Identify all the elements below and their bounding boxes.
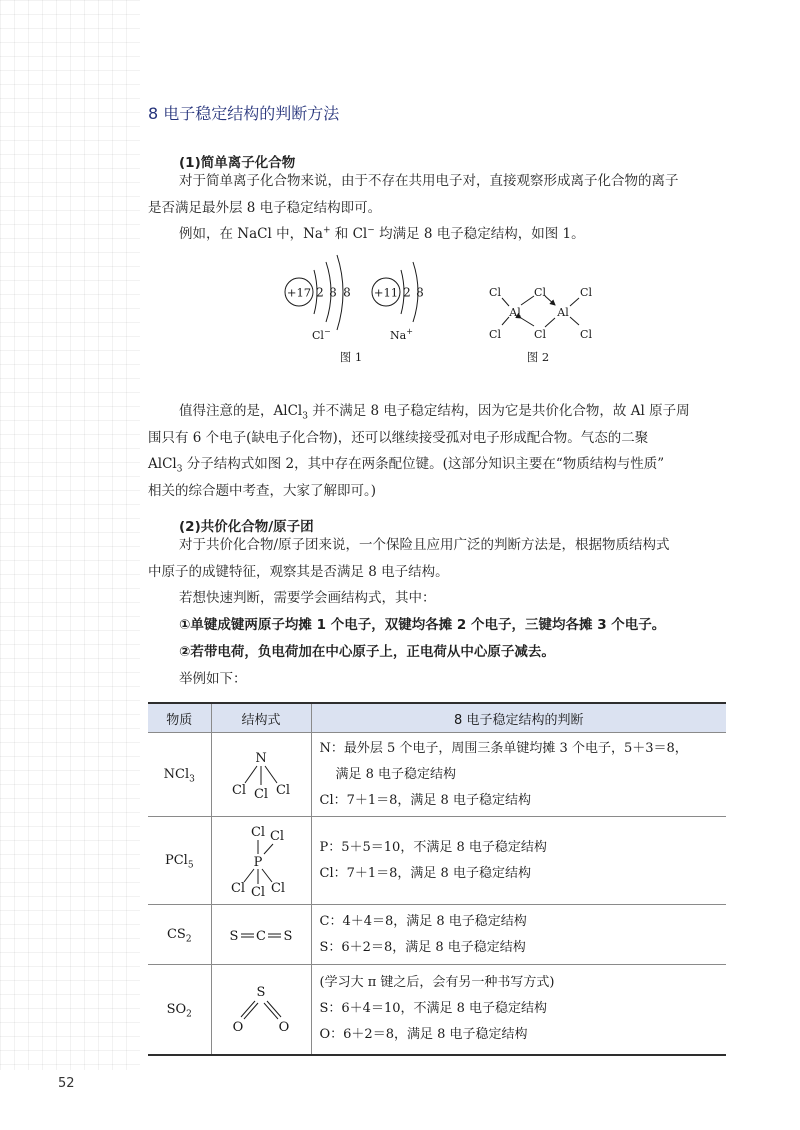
text-segment: 分子结构式如图 2，其中存在两条配位键。(这部分知识主要在“物质结构与性质” [182, 456, 665, 473]
ion-symbol: Cl [312, 329, 324, 342]
section-1-heading: (1)简单离子化合物 [179, 155, 296, 171]
so2-structure [226, 983, 296, 1035]
atom-n: N [255, 750, 267, 766]
table-row [148, 905, 726, 965]
text-line: 中原子的成键特征，观察其是否满足 8 电子结构。 [148, 563, 449, 580]
figures-1-2 [270, 252, 620, 367]
structure-cell [211, 905, 311, 965]
text-line: 对于共价化合物/原子团来说，一个保险且应用广泛的判断方法是，根据物质结构式 [179, 537, 670, 553]
octet-judgement-table [148, 702, 726, 1056]
judgement-line: C：4＋4＝8，满足 8 电子稳定结构 [319, 913, 527, 929]
al2cl6-cl-terminal: Cl [489, 286, 501, 299]
formula-sub: 2 [186, 1009, 192, 1020]
judgement-line: Cl：7＋1＝8，满足 8 电子稳定结构 [319, 865, 531, 881]
page-margin-grid [0, 0, 140, 1070]
figure-1-caption: 图 1 [339, 350, 363, 364]
section-2-paragraphs [148, 532, 728, 692]
atom-cl: Cl [250, 884, 266, 900]
text-line: 举例如下： [179, 670, 247, 687]
structure-cell [211, 733, 311, 817]
text-line: 相关的综合题中考查，大家了解即可。) [148, 483, 377, 500]
structure-cell [211, 817, 311, 905]
figure-1-na-ion [372, 262, 424, 342]
formula-base: PCl [164, 853, 188, 868]
judgement-line: N：最外层 5 个电子，周围三条单键均摊 3 个电子，5＋3＝8， [319, 740, 688, 756]
page-title: 8 电子稳定结构的判断方法 [148, 104, 340, 123]
na-nucleus-charge: +11 [373, 285, 399, 300]
section-2-heading: (2)共价化合物/原子团 [179, 519, 314, 535]
judgement-cell [311, 905, 726, 965]
formula-base: SO [166, 1001, 187, 1017]
atom-cl: Cl [269, 828, 285, 844]
rule-1: ①单键成键两原子均摊 1 个电子，双键均各摊 2 个电子，三键均各摊 3 个电子。 [179, 617, 666, 634]
text-line: 若想快速判断，需要学会画结构式，其中： [179, 590, 436, 607]
al2cl6-al: Al [557, 306, 569, 319]
substance-cell [148, 733, 211, 817]
header-judgement: 8 电子稳定结构的判断 [311, 703, 726, 733]
section-1-paragraph-1 [148, 168, 728, 221]
table-header-row [148, 703, 726, 733]
judgement-cell [311, 733, 726, 817]
cl-ion-label [312, 327, 331, 342]
atom-p: P [253, 854, 263, 870]
judgement-cell [311, 965, 726, 1055]
paragraph-alcl3 [148, 398, 728, 505]
ion-charge: − [323, 327, 331, 336]
formula-sub: 2 [185, 934, 192, 945]
na-ion-label [390, 327, 413, 342]
table-row [148, 965, 726, 1055]
al2cl6-cl-terminal: Cl [580, 286, 592, 299]
atom-cl: Cl [275, 782, 291, 798]
header-substance: 物质 [148, 703, 211, 733]
al2cl6-al: Al [509, 306, 521, 319]
superscript: − [367, 225, 375, 236]
substance-cell [148, 905, 211, 965]
superscript: + [322, 225, 331, 236]
cs2-structure [226, 925, 296, 945]
judgement-line: S：6＋4＝10，不满足 8 电子稳定结构 [319, 1001, 548, 1017]
judgement-line: (学习大 π 键之后，会有另一种书写方式) [319, 975, 555, 991]
table-row [148, 817, 726, 905]
text-line [148, 221, 728, 248]
ion-symbol: Na [390, 329, 407, 342]
substance-cell [148, 817, 211, 905]
cl-shell-1: 2 [316, 285, 324, 300]
text-segment: AlCl [148, 456, 177, 473]
cl-shell-3: 8 [343, 285, 351, 300]
judgement-line: P：5＋5＝10，不满足 8 电子稳定结构 [319, 839, 547, 855]
cl-nucleus-charge: +17 [286, 285, 312, 300]
section-1-paragraph-2 [148, 221, 728, 248]
text-line: 对于简单离子化合物来说，由于不存在共用电子对，直接观察形成离子化合物的离子 [179, 173, 679, 189]
atom-o: O [278, 1020, 290, 1036]
rule-2: ②若带电荷，负电荷加在中心原子上，正电荷从中心原子减去。 [179, 643, 555, 660]
judgement-line: O：6＋2＝8，满足 8 电子稳定结构 [319, 1027, 528, 1043]
substance-cell [148, 965, 211, 1055]
judgement-cell [311, 817, 726, 905]
na-shell-1: 2 [403, 285, 411, 300]
formula-sub: 5 [187, 860, 194, 871]
atom-cl: Cl [250, 824, 266, 840]
formula-sub: 3 [189, 774, 195, 785]
text-line: 围只有 6 个电子(缺电子化合物)，还可以继续接受孤对电子形成配合物。气态的二聚 [148, 429, 649, 446]
text-segment: 例如，在 NaCl 中，Na [179, 226, 323, 242]
pcl5-structure [226, 824, 296, 898]
judgement-line: S：6＋2＝8，满足 8 电子稳定结构 [319, 939, 526, 955]
figure-1-cl-ion [285, 255, 351, 342]
text-line [148, 398, 728, 425]
atom-o: O [232, 1020, 244, 1036]
text-segment: 均满足 8 电子稳定结构，如图 1。 [374, 226, 585, 242]
judgement-line: Cl：7＋1＝8，满足 8 电子稳定结构 [319, 792, 531, 808]
table-row [148, 733, 726, 817]
formula-base: CS [166, 927, 186, 942]
al2cl6-cl-terminal: Cl [489, 328, 501, 341]
header-structure: 结构式 [211, 703, 311, 733]
text-segment: 和 Cl [330, 226, 368, 242]
atom-c: C [256, 928, 266, 944]
ncl3-structure [226, 750, 296, 800]
atom-s: S [256, 985, 266, 1001]
cl-shell-2: 8 [329, 285, 337, 300]
subscript: 3 [176, 465, 183, 476]
text-line: 是否满足最外层 8 电子稳定结构即可。 [148, 199, 382, 216]
text-line [148, 451, 728, 478]
atom-s: S [283, 928, 293, 944]
figure-2-caption: 图 2 [526, 350, 550, 364]
text-segment: 值得注意的是，AlCl [179, 403, 303, 419]
al2cl6-cl-terminal: Cl [580, 328, 592, 341]
text-segment: 并不满足 8 电子稳定结构，因为它是共价化合物，故 Al 原子周 [307, 403, 690, 419]
page-number: 52 [58, 1076, 75, 1091]
atom-s: S [229, 928, 239, 944]
atom-cl: Cl [230, 880, 246, 896]
formula-base: NCl [163, 767, 190, 782]
subscript: 3 [302, 411, 308, 422]
atom-cl: Cl [231, 782, 247, 798]
structure-cell [211, 965, 311, 1055]
atom-cl: Cl [253, 786, 269, 802]
ion-charge: + [406, 327, 413, 336]
al2cl6-cl-bridge: Cl [534, 286, 546, 299]
figure-2-al2cl6 [489, 286, 592, 341]
al2cl6-cl-bridge: Cl [534, 328, 546, 341]
na-shell-2: 8 [416, 285, 424, 300]
atom-cl: Cl [270, 880, 286, 896]
judgement-line: 满足 8 电子稳定结构 [335, 766, 457, 782]
